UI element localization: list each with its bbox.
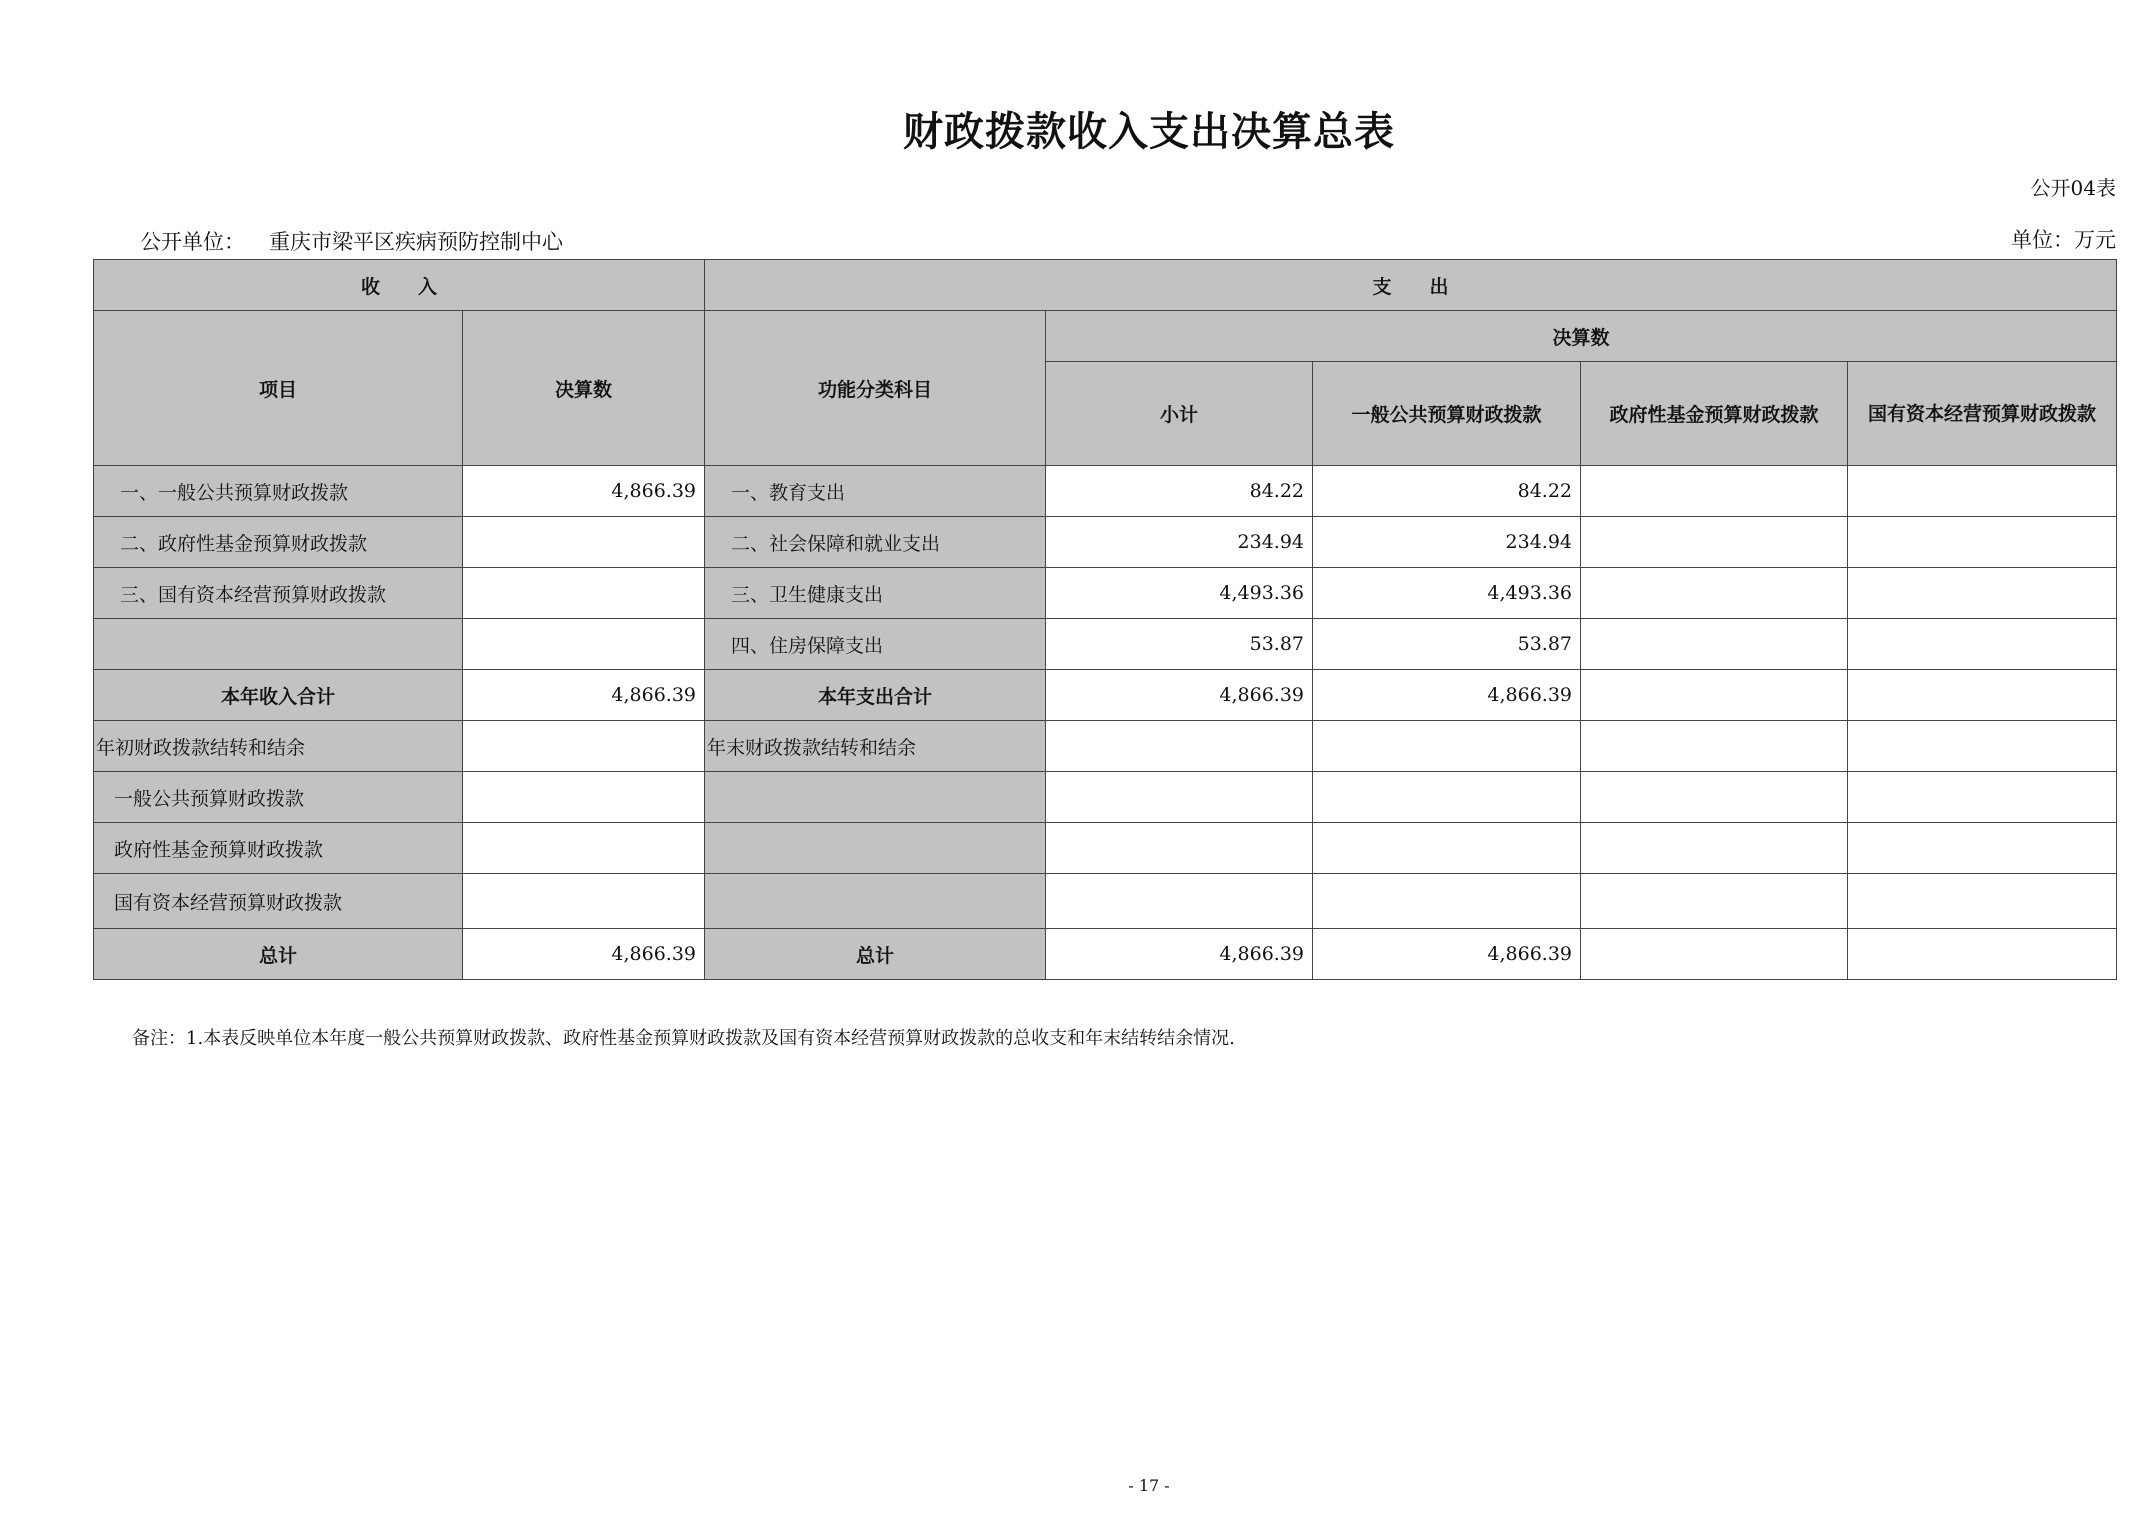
income-total-label: 本年收入合计 (94, 670, 463, 721)
gov-fund-header: 政府性基金预算财政拨款 (1581, 362, 1848, 466)
subtotal-header: 小计 (1046, 362, 1313, 466)
subtotal-cell: 4,866.39 (1046, 929, 1313, 980)
header-row-1 (94, 260, 2117, 311)
capital-cell (1848, 823, 2117, 874)
table-row (94, 466, 2117, 517)
income-item: 一般公共预算财政拨款 (94, 772, 463, 823)
expense-item (705, 874, 1046, 929)
table-row (94, 670, 2117, 721)
subtotal-cell (1046, 721, 1313, 772)
unit-line (140, 226, 563, 256)
expense-item: 四、住房保障支出 (705, 619, 1046, 670)
income-header: 收 入 (94, 260, 705, 311)
subtotal-cell: 234.94 (1046, 517, 1313, 568)
expense-header: 支 出 (705, 260, 2117, 311)
fund-cell (1581, 929, 1848, 980)
capital-cell (1848, 929, 2117, 980)
expense-total-label: 本年支出合计 (705, 670, 1046, 721)
expense-item: 一、教育支出 (705, 466, 1046, 517)
income-item: 三、国有资本经营预算财政拨款 (94, 568, 463, 619)
grand-total-expense-label: 总计 (705, 929, 1046, 980)
item-header: 项目 (94, 311, 463, 466)
general-cell (1313, 772, 1581, 823)
header-row-2 (94, 311, 2117, 362)
general-cell (1313, 823, 1581, 874)
expense-item: 二、社会保障和就业支出 (705, 517, 1046, 568)
table-row (94, 874, 2117, 929)
general-cell (1313, 721, 1581, 772)
grand-total-income-label: 总计 (94, 929, 463, 980)
expense-item: 年末财政拨款结转和结余 (705, 721, 1046, 772)
table-row (94, 929, 2117, 980)
table-row (94, 517, 2117, 568)
footnote: 备注：1.本表反映单位本年度一般公共预算财政拨款、政府性基金预算财政拨款及国有资本经营预算财政拨款的总收支和年末结转结余情况. (132, 1028, 1235, 1049)
subtotal-cell: 84.22 (1046, 466, 1313, 517)
state-capital-header: 国有资本经营预算财政拨款 (1848, 362, 2117, 466)
fund-cell (1581, 517, 1848, 568)
income-item: 国有资本经营预算财政拨款 (94, 874, 463, 929)
capital-cell (1848, 772, 2117, 823)
expense-item (705, 823, 1046, 874)
page-number: - 17 - (1128, 1476, 1170, 1495)
income-amount: 4,866.39 (463, 670, 705, 721)
table-row (94, 823, 2117, 874)
expense-item: 三、卫生健康支出 (705, 568, 1046, 619)
fund-cell (1581, 772, 1848, 823)
general-cell: 4,493.36 (1313, 568, 1581, 619)
income-amount (463, 721, 705, 772)
income-amount (463, 874, 705, 929)
capital-cell (1848, 619, 2117, 670)
income-item: 年初财政拨款结转和结余 (94, 721, 463, 772)
income-amount (463, 568, 705, 619)
general-public-header: 一般公共预算财政拨款 (1313, 362, 1581, 466)
table-row (94, 619, 2117, 670)
subtotal-cell: 53.87 (1046, 619, 1313, 670)
capital-cell (1848, 721, 2117, 772)
income-amount (463, 517, 705, 568)
form-code: 公开04表 (2030, 176, 2116, 200)
fund-cell (1581, 874, 1848, 929)
capital-cell (1848, 517, 2117, 568)
general-cell: 4,866.39 (1313, 670, 1581, 721)
fund-cell (1581, 619, 1848, 670)
general-cell: 4,866.39 (1313, 929, 1581, 980)
fund-cell (1581, 466, 1848, 517)
table-row (94, 721, 2117, 772)
subtotal-cell: 4,866.39 (1046, 670, 1313, 721)
fund-cell (1581, 568, 1848, 619)
unit-of-measure: 单位：万元 (2011, 228, 2116, 252)
subtotal-cell (1046, 772, 1313, 823)
unit-label: 公开单位： (140, 230, 245, 254)
unit-name: 重庆市梁平区疾病预防控制中心 (269, 230, 563, 254)
income-amount: 4,866.39 (463, 929, 705, 980)
fund-cell (1581, 670, 1848, 721)
fund-cell (1581, 721, 1848, 772)
subtotal-cell: 4,493.36 (1046, 568, 1313, 619)
subtotal-cell (1046, 874, 1313, 929)
expense-item (705, 772, 1046, 823)
capital-cell (1848, 466, 2117, 517)
capital-cell (1848, 874, 2117, 929)
function-class-header: 功能分类科目 (705, 311, 1046, 466)
income-amount (463, 823, 705, 874)
income-item: 二、政府性基金预算财政拨款 (94, 517, 463, 568)
income-item: 政府性基金预算财政拨款 (94, 823, 463, 874)
fund-cell (1581, 823, 1848, 874)
capital-cell (1848, 568, 2117, 619)
general-cell (1313, 874, 1581, 929)
amount-header: 决算数 (463, 311, 705, 466)
appropriation-summary-table (93, 259, 2117, 980)
income-amount (463, 772, 705, 823)
general-cell: 84.22 (1313, 466, 1581, 517)
final-amount-header: 决算数 (1046, 311, 2117, 362)
general-cell: 234.94 (1313, 517, 1581, 568)
table-row (94, 772, 2117, 823)
table-row (94, 568, 2117, 619)
income-item: 一、一般公共预算财政拨款 (94, 466, 463, 517)
income-amount: 4,866.39 (463, 466, 705, 517)
income-amount (463, 619, 705, 670)
subtotal-cell (1046, 823, 1313, 874)
general-cell: 53.87 (1313, 619, 1581, 670)
income-item (94, 619, 463, 670)
page-title: 财政拨款收入支出决算总表 (903, 108, 1395, 155)
capital-cell (1848, 670, 2117, 721)
